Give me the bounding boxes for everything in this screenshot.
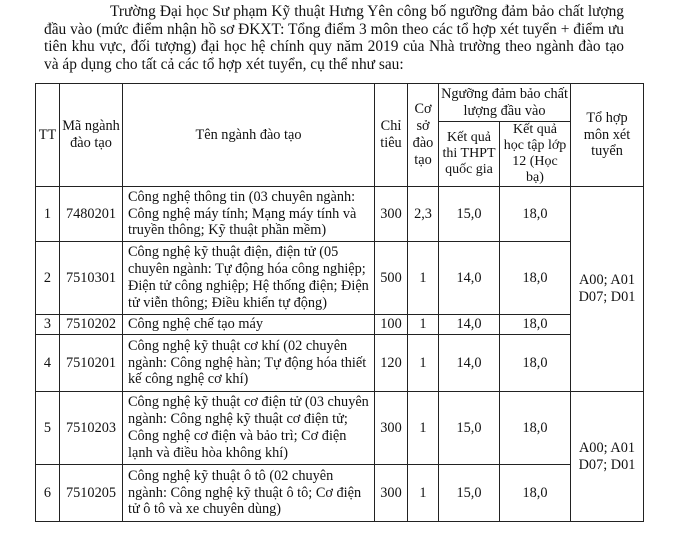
row-campus: 1	[408, 392, 439, 465]
row-hocba: 18,0	[500, 242, 571, 315]
row-thpt: 15,0	[439, 465, 500, 522]
row-thpt: 15,0	[439, 392, 500, 465]
header-quota: Chỉ tiêu	[375, 84, 408, 187]
row-code: 7480201	[60, 187, 123, 242]
table-row	[36, 335, 644, 392]
row-hocba: 18,0	[500, 465, 571, 522]
header-threshold: Ngưỡng đảm bảo chất lượng đầu vào	[439, 84, 571, 122]
row-hocba: 18,0	[500, 187, 571, 242]
row-thpt: 14,0	[439, 315, 500, 335]
row-thpt: 14,0	[439, 242, 500, 315]
table-row	[36, 187, 644, 242]
row-hocba: 18,0	[500, 335, 571, 392]
row-thpt: 14,0	[439, 335, 500, 392]
header-tt: TT	[36, 84, 60, 187]
row-tt: 3	[36, 315, 60, 335]
intro-paragraph	[44, 3, 624, 73]
row-name: Công nghệ kỹ thuật ô tô (02 chuyên ngành: Công nghệ kỹ thuật ô tô; Cơ điện tử ô tô và xe chuyên dùng)	[123, 465, 375, 522]
combo-group-2: A00; A01 D07; D01	[571, 392, 644, 522]
row-quota: 300	[375, 187, 408, 242]
header-combo: Tổ hợp môn xét tuyển	[571, 84, 644, 187]
combo-group-1: A00; A01 D07; D01	[571, 187, 644, 392]
intro-text: Trường Đại học Sư phạm Kỹ thuật Hưng Yên công bố ngưỡng đảm bảo chất lượng đầu vào (mức điểm nhận hồ sơ ĐKXT: Tổng điểm 3 môn theo các tổ hợp xét tuyển + điểm ưu tiên khu vực, đối tượng) đại học hệ chính quy năm 2019 của Nhà trường theo ngành đào tạo và áp dụng cho tất cả các tổ hợp xét tuyển, cụ thể như sau:	[44, 3, 624, 73]
header-row	[36, 84, 644, 122]
row-tt: 4	[36, 335, 60, 392]
header-campus: Cơ sở đào tạo	[408, 84, 439, 187]
row-name: Công nghệ thông tin (03 chuyên ngành: Công nghệ máy tính; Mạng máy tính và truyền thông; Kỹ thuật phần mềm)	[123, 187, 375, 242]
row-quota: 500	[375, 242, 408, 315]
row-campus: 1	[408, 315, 439, 335]
header-hocba: Kết quả học tập lớp 12 (Học bạ)	[500, 122, 571, 187]
row-code: 7510202	[60, 315, 123, 335]
row-campus: 1	[408, 242, 439, 315]
row-code: 7510203	[60, 392, 123, 465]
row-code: 7510205	[60, 465, 123, 522]
row-hocba: 18,0	[500, 392, 571, 465]
row-name: Công nghệ kỹ thuật cơ khí (02 chuyên ngành: Công nghệ hàn; Tự động hóa thiết kế công nghệ cơ khí)	[123, 335, 375, 392]
table-row	[36, 315, 644, 335]
row-code: 7510301	[60, 242, 123, 315]
row-campus: 2,3	[408, 187, 439, 242]
row-tt: 2	[36, 242, 60, 315]
row-name: Công nghệ chế tạo máy	[123, 315, 375, 335]
admission-threshold-table	[35, 83, 644, 522]
row-quota: 120	[375, 335, 408, 392]
header-name: Tên ngành đào tạo	[123, 84, 375, 187]
row-hocba: 18,0	[500, 315, 571, 335]
row-quota: 100	[375, 315, 408, 335]
row-quota: 300	[375, 465, 408, 522]
row-tt: 1	[36, 187, 60, 242]
row-thpt: 15,0	[439, 187, 500, 242]
row-tt: 6	[36, 465, 60, 522]
header-thpt: Kết quả thi THPT quốc gia	[439, 122, 500, 187]
row-name: Công nghệ kỹ thuật cơ điện tử (03 chuyên ngành: Công nghệ kỹ thuật cơ điện tử; Công nghệ cơ điện và bảo trì; Cơ điện lạnh và điều hòa không khí)	[123, 392, 375, 465]
row-campus: 1	[408, 465, 439, 522]
table-row	[36, 242, 644, 315]
row-tt: 5	[36, 392, 60, 465]
table-row	[36, 392, 644, 465]
row-campus: 1	[408, 335, 439, 392]
table-row	[36, 465, 644, 522]
row-quota: 300	[375, 392, 408, 465]
row-code: 7510201	[60, 335, 123, 392]
row-name: Công nghệ kỹ thuật điện, điện tử (05 chuyên ngành: Tự động hóa công nghiệp; Điện tử công nghiệp; Hệ thống điện; Điện tử viễn thông; Điều khiển tự động)	[123, 242, 375, 315]
header-code: Mã ngành đào tạo	[60, 84, 123, 187]
